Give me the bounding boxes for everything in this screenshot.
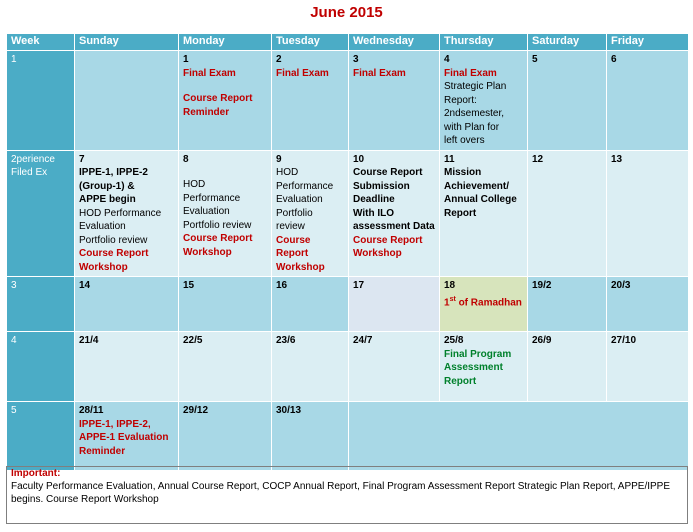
header-week: Week (7, 34, 75, 51)
event-line: With ILO (353, 207, 395, 219)
day-number: 20/3 (611, 280, 631, 291)
calendar-title: June 2015 (310, 4, 383, 21)
event-line: Course Report (183, 93, 253, 104)
day-number: 13 (611, 153, 623, 165)
day-number: 6 (611, 54, 617, 65)
day-cell[interactable] (528, 51, 607, 151)
event-line: Performance (183, 192, 241, 204)
day-number: 1 (183, 54, 189, 65)
day-cell[interactable] (75, 51, 179, 151)
day-number: 25/8 (444, 335, 464, 346)
day-cell[interactable] (349, 51, 440, 151)
event-line: Workshop (276, 261, 325, 273)
day-cell[interactable] (272, 51, 349, 151)
day-number: 26/9 (532, 335, 552, 346)
day-number: 5 (532, 54, 538, 65)
day-number: 21/4 (79, 335, 99, 346)
event-line: HOD Performance (79, 207, 162, 219)
event-line: Final Program (444, 348, 512, 360)
day-cell[interactable] (528, 277, 607, 332)
day-number: 11 (444, 153, 455, 165)
event-line: IPPE-1, IPPE-2, (79, 418, 151, 430)
event-line: Deadline (353, 194, 395, 205)
day-number: 2 (276, 54, 282, 65)
day-number: 22/5 (183, 335, 203, 346)
event-line: Final Exam (444, 67, 497, 79)
day-number: 12 (532, 153, 544, 165)
day-number: 17 (353, 280, 365, 291)
day-cell[interactable] (607, 332, 689, 402)
event-line: HOD (276, 167, 299, 178)
event-line: Course Report (79, 248, 149, 259)
week-row (7, 332, 689, 402)
event-line: Strategic Plan (444, 81, 507, 92)
spacer (183, 80, 267, 92)
week-label: 4 (7, 332, 75, 402)
event-line: with Plan for (444, 121, 500, 133)
event-line: assessment Data (353, 221, 435, 232)
event-line: Course Report (353, 234, 423, 246)
day-number: 15 (183, 280, 195, 291)
day-cell[interactable] (179, 402, 272, 471)
event-line: (Group-1) & (79, 180, 135, 192)
event-line: 1st of Ramadhan (444, 295, 522, 308)
day-cell[interactable] (440, 277, 528, 332)
day-number: 19/2 (532, 280, 552, 291)
day-number: 8 (183, 153, 189, 165)
week-label: 5 (7, 402, 75, 471)
event-line: APPE begin (79, 194, 136, 205)
event-line: Report: (444, 94, 477, 106)
day-cell[interactable] (349, 332, 440, 402)
day-number: 27/10 (611, 335, 637, 346)
event-line: Evaluation (276, 194, 323, 205)
day-number: 10 (353, 153, 365, 165)
event-line: Annual College (444, 194, 517, 205)
day-cell[interactable] (440, 332, 528, 402)
header-sunday: Sunday (75, 34, 179, 51)
header-saturday: Saturday (528, 34, 607, 51)
day-number: 24/7 (353, 335, 373, 346)
day-cell[interactable] (272, 402, 349, 471)
day-cell[interactable] (179, 51, 272, 151)
week-row (7, 402, 689, 471)
spacer (183, 166, 267, 178)
event-line: Portfolio (276, 207, 313, 219)
event-line: Final Exam (353, 67, 406, 79)
important-title: Important: (11, 468, 61, 479)
header-tuesday: Tuesday (272, 34, 349, 51)
week-label: 1 (7, 51, 75, 151)
event-line: Workshop (183, 246, 232, 258)
day-cell[interactable] (528, 150, 607, 277)
day-number: 9 (276, 153, 282, 165)
day-cell[interactable] (440, 51, 528, 151)
header-wednesday: Wednesday (349, 34, 440, 51)
day-cell[interactable] (179, 150, 272, 277)
event-line: Workshop (79, 261, 128, 273)
event-line: Performance (276, 180, 334, 192)
day-cell[interactable] (272, 277, 349, 332)
event-line: Final Exam (183, 67, 236, 79)
day-cell[interactable] (179, 277, 272, 332)
day-cell[interactable] (440, 150, 528, 277)
header-row (7, 34, 689, 51)
day-cell[interactable] (272, 332, 349, 402)
event-line: Report (444, 207, 477, 219)
event-line: Report (444, 375, 477, 387)
day-number: 16 (276, 280, 288, 291)
calendar-table (6, 33, 689, 471)
week-label: 3 (7, 277, 75, 332)
day-cell[interactable] (349, 277, 440, 332)
day-cell[interactable] (528, 332, 607, 402)
important-note (6, 466, 688, 524)
day-number: 29/12 (183, 405, 209, 416)
event-line: Evaluation (79, 221, 126, 232)
day-cell[interactable] (75, 402, 179, 471)
day-cell[interactable] (75, 332, 179, 402)
important-text: Faculty Performance Evaluation, Annual Course Report, COCP Annual Report, Final Program Assessment Report Strategic Plan Report, APPE/IPPE begins. Course Report Workshop (11, 481, 671, 505)
event-line: Final Exam (276, 67, 329, 79)
day-number: 3 (353, 54, 359, 65)
event-line: Course Report (353, 167, 423, 178)
day-number: 7 (79, 153, 85, 165)
day-cell[interactable] (607, 150, 689, 277)
day-number: 28/11 (79, 405, 104, 416)
event-line: Achievement/ (444, 180, 510, 192)
day-number: 14 (79, 280, 91, 291)
day-cell[interactable] (272, 150, 349, 277)
event-line: HOD (183, 179, 206, 190)
day-cell[interactable] (75, 277, 179, 332)
event-line: Portfolio review (183, 219, 252, 231)
event-line: Mission (444, 167, 482, 178)
event-line: Course Report (183, 233, 253, 244)
header-monday: Monday (179, 34, 272, 51)
header-friday: Friday (607, 34, 689, 51)
day-cell[interactable] (607, 277, 689, 332)
day-cell[interactable] (607, 51, 689, 151)
week-label: 2perience Filed Ex (7, 150, 75, 277)
week-row (7, 51, 689, 151)
day-number: 23/6 (276, 335, 296, 346)
event-line: Evaluation (183, 206, 230, 217)
event-line: IPPE-1, IPPE-2 (79, 167, 148, 178)
event-line: Reminder (79, 445, 126, 457)
event-line: review (276, 221, 305, 232)
event-line: APPE-1 Evaluation (79, 432, 169, 443)
empty-cell (349, 402, 689, 471)
day-number: 4 (444, 54, 450, 65)
event-line: Portfolio review (79, 234, 148, 246)
day-cell[interactable] (349, 150, 440, 277)
event-line: Course Report (276, 234, 311, 259)
day-number: 18 (444, 280, 456, 291)
event-line: Submission (353, 180, 410, 192)
day-number: 30/13 (276, 405, 302, 416)
event-line: Reminder (183, 106, 230, 118)
day-cell[interactable] (179, 332, 272, 402)
event-line: left overs (444, 135, 485, 146)
header-thursday: Thursday (440, 34, 528, 51)
event-line: Assessment (444, 362, 503, 373)
week-row (7, 277, 689, 332)
day-cell[interactable] (75, 150, 179, 277)
event-line: Workshop (353, 248, 402, 259)
event-line: 2ndsemester, (444, 108, 505, 119)
week-row (7, 150, 689, 277)
